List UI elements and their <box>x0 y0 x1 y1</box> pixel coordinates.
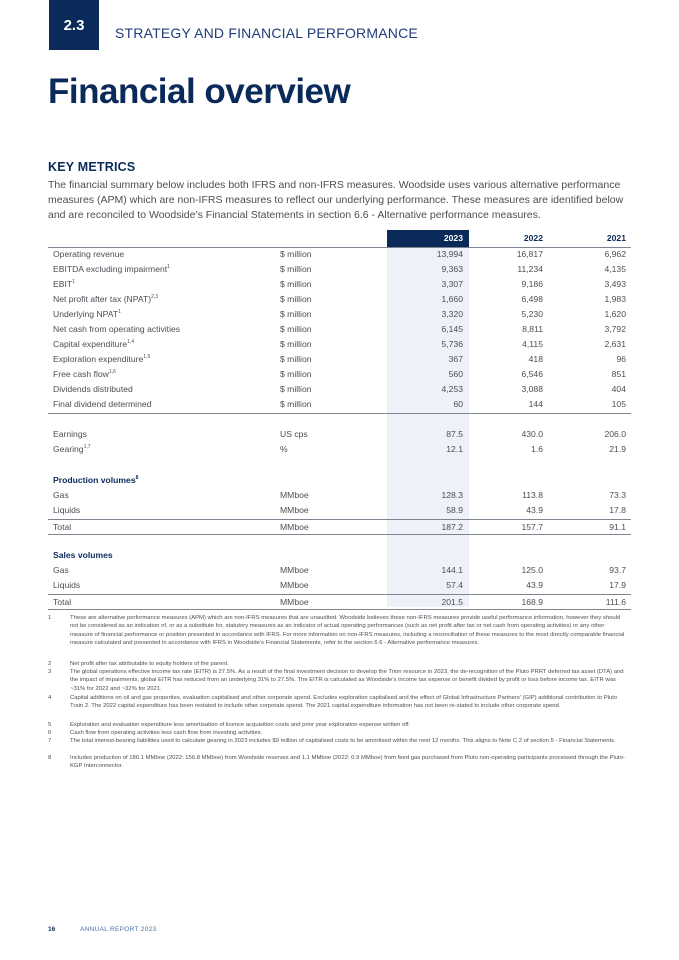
column-header-2023: 2023 <box>443 233 463 243</box>
cell-value: 2,631 <box>604 339 626 349</box>
cell-value: 96 <box>616 354 626 364</box>
row-unit: $ million <box>280 384 312 394</box>
row-label-text: Exploration expenditure <box>53 354 144 364</box>
cell-value: 6,145 <box>441 324 463 334</box>
footnote-ref: 1,4 <box>127 339 135 345</box>
row-label-text: Total <box>53 597 72 607</box>
cell-value: 3,792 <box>604 324 626 334</box>
cell-value: 4,135 <box>604 264 626 274</box>
row-label-text: Capital expenditure <box>53 339 128 349</box>
row-label <box>53 427 87 442</box>
table-row <box>48 367 631 382</box>
row-label <box>53 442 91 457</box>
row-label <box>53 488 69 503</box>
cell-value: 851 <box>611 369 626 379</box>
cell-value: 1,983 <box>604 294 626 304</box>
row-label <box>53 397 151 412</box>
row-unit: $ million <box>280 324 312 334</box>
footnote-number: 5 <box>48 722 52 728</box>
table-rule <box>48 413 631 414</box>
row-label-text: Liquids <box>53 505 81 515</box>
cell-value: 560 <box>448 369 463 379</box>
table-row <box>48 382 631 397</box>
footnote-number: 1 <box>48 615 52 621</box>
row-unit: $ million <box>280 279 312 289</box>
cell-value: 57.4 <box>446 580 463 590</box>
footnote-number: 7 <box>48 738 52 744</box>
row-unit: $ million <box>280 294 312 304</box>
table-rule <box>48 609 631 610</box>
footnote-ref: 1,7 <box>83 444 91 450</box>
cell-value: 206.0 <box>604 429 626 439</box>
cell-value: 9,186 <box>521 279 543 289</box>
row-label <box>53 352 150 367</box>
table-row <box>48 427 631 442</box>
table-row <box>48 520 631 535</box>
cell-value: 157.7 <box>521 522 543 532</box>
footnote-text: Exploration and evaluation expenditure less amortisation of licence acquisition costs and prior year exploration expense written off. <box>70 722 411 728</box>
cell-value: 3,320 <box>441 309 463 319</box>
cell-value: 21.9 <box>609 444 626 454</box>
cell-value: 4,253 <box>441 384 463 394</box>
table-row <box>48 578 631 593</box>
row-label-text: Gas <box>53 490 69 500</box>
page-number: 16 <box>48 926 56 933</box>
footnote-text: The global operations effective income tax rate (EITR) is 27.5%. As a result of the final investment decision to develop the Trion resource in 2023, the de-recognition of the Pluto PRRT deferred tax asset (DTA) and the impact of impairments, global EITR has reduced from an underlying 31% to 27.5%. The EITR is calculated as Woodside’s income tax expense or benefit divided by profit or loss before income tax. EITR was ~31% for 2022 and ~32% for 2021. <box>70 669 624 692</box>
table-row <box>48 262 631 277</box>
row-unit: $ million <box>280 264 312 274</box>
cell-value: 3,088 <box>521 384 543 394</box>
row-unit: $ million <box>280 309 312 319</box>
row-unit: MMboe <box>280 580 309 590</box>
footnote-ref: 2,3 <box>151 294 159 300</box>
table-row <box>48 352 631 367</box>
footnote-number: 3 <box>48 669 52 675</box>
table-row <box>48 307 631 322</box>
footnote-ref: 1 <box>167 264 170 270</box>
row-label-text: Liquids <box>53 580 81 590</box>
section-heading-text: Production volumes <box>53 475 136 485</box>
row-label-text: Net profit after tax (NPAT) <box>53 294 152 304</box>
footnote-text: Net profit after tax attributable to equity holders of the parent. <box>70 661 229 667</box>
cell-value: 144 <box>528 399 543 409</box>
cell-value: 5,230 <box>521 309 543 319</box>
row-label-text: Earnings <box>53 429 87 439</box>
cell-value: 201.5 <box>441 597 463 607</box>
row-unit: $ million <box>280 354 312 364</box>
row-unit: MMboe <box>280 522 309 532</box>
row-label <box>53 307 121 322</box>
cell-value: 12.1 <box>446 444 463 454</box>
cell-value: 111.6 <box>605 597 626 607</box>
row-unit: MMboe <box>280 505 309 515</box>
cell-value: 60 <box>453 399 463 409</box>
table-row <box>48 503 631 518</box>
cell-value: 6,546 <box>521 369 543 379</box>
row-label <box>53 503 80 518</box>
row-unit: MMboe <box>280 565 309 575</box>
row-unit: US cps <box>280 429 308 439</box>
cell-value: 6,498 <box>521 294 543 304</box>
footnote-number: 2 <box>48 661 52 667</box>
cell-value: 17.9 <box>609 580 626 590</box>
cell-value: 11,234 <box>517 264 543 274</box>
row-label <box>53 578 80 593</box>
table-row <box>48 292 631 307</box>
cell-value: 404 <box>611 384 626 394</box>
row-label <box>53 563 69 578</box>
row-label-text: Gearing <box>53 444 84 454</box>
cell-value: 1.6 <box>531 444 543 454</box>
section-heading-text: Sales volumes <box>53 550 113 560</box>
cell-value: 16,817 <box>516 249 543 259</box>
cell-value: 9,363 <box>441 264 463 274</box>
cell-value: 418 <box>528 354 543 364</box>
footnote-ref: 1 <box>72 279 75 285</box>
footnote-number: 6 <box>48 730 52 736</box>
row-label-text: Dividends distributed <box>53 384 133 394</box>
section-heading-row <box>48 548 631 563</box>
row-unit: $ million <box>280 249 312 259</box>
cell-value: 367 <box>448 354 463 364</box>
cell-value: 73.3 <box>609 490 626 500</box>
column-header-2021: 2021 <box>606 233 626 243</box>
footnote-text: These are alternative performance measures (APM) which are non-IFRS measures that are unaudited. Woodside believes these non-IFRS measures provide useful performance information, however they should not be considered as an indication of, or as a substitute for, statutory measures as an indicator of actual operating performances (such as net profit after tax or net cash from operating activities) or any other measure of financial performance or position presented in accordance with IFRS. For more information on non-IFRS measures, including a reconciliation of these measures to the most directly comparable financial measure calculated and presented in accordance with IFRS in Woodside’s Financial Statements, refer to the section 6.6 - Alternative performance measures. <box>70 615 625 646</box>
key-metrics-intro: The financial summary below includes both IFRS and non-IFRS measures. Woodside uses various alternative performance measures (APM) which are non-IFRS measures to reflect our underlying performance. These measures are identified below and are reconciled to Woodside’s Financial Statements in section 6.6 - Alternative performance measures. <box>48 179 624 221</box>
footnote-ref: 1 <box>118 309 121 315</box>
cell-value: 91.1 <box>609 522 626 532</box>
table-row <box>48 337 631 352</box>
row-label <box>53 292 158 307</box>
row-label-text: Gas <box>53 565 69 575</box>
table-row <box>48 397 631 412</box>
row-label-text: Final dividend determined <box>53 399 152 409</box>
cell-value: 144.1 <box>441 565 463 575</box>
cell-value: 4,115 <box>522 339 543 349</box>
row-label-text: EBITDA excluding impairment <box>53 264 168 274</box>
cell-value: 128.3 <box>441 490 463 500</box>
cell-value: 43.9 <box>526 505 543 515</box>
cell-value: 93.7 <box>609 565 626 575</box>
footnote-text: Cash flow from operating activities less cash flow from investing activities. <box>70 730 263 736</box>
cell-value: 8,811 <box>522 324 543 334</box>
footnote-text: Includes production of 186.1 MMboe (2022: 156.8 MMboe) from Woodside reserves and 1.1 MMboe (2022: 0.9 MMboe) from feed gas purchased from Pluto non-operating participants processed through the Pluto-KGP Interconnector. <box>70 755 625 770</box>
row-unit: $ million <box>280 399 312 409</box>
cell-value: 3,493 <box>604 279 626 289</box>
cell-value: 430.0 <box>521 429 543 439</box>
footnote-text: The total interest-bearing liabilities used to calculate gearing in 2023 includes $9 million of capitalised costs to be amortised within the next 12 months. This aligns to Note C.2 of section 5 - Financial Statements. <box>70 738 616 744</box>
column-header-2022: 2022 <box>523 233 543 243</box>
cell-value: 6,962 <box>604 249 626 259</box>
footnote-ref: 1,6 <box>108 369 116 375</box>
cell-value: 3,307 <box>441 279 463 289</box>
row-label <box>53 595 71 610</box>
row-label <box>53 337 134 352</box>
footnote-number: 8 <box>48 755 52 761</box>
section-heading <box>53 473 138 488</box>
table-row <box>48 322 631 337</box>
table-row <box>48 595 631 610</box>
cell-value: 13,994 <box>436 249 463 259</box>
row-unit: MMboe <box>280 597 309 607</box>
row-unit: $ million <box>280 339 312 349</box>
row-label-text: EBIT <box>53 279 73 289</box>
section-heading <box>53 548 113 563</box>
footnote-number: 4 <box>48 695 52 701</box>
cell-value: 43.9 <box>526 580 543 590</box>
cell-value: 87.5 <box>446 429 463 439</box>
row-unit: MMboe <box>280 490 309 500</box>
row-label-text: Net cash from operating activities <box>53 324 181 334</box>
cell-value: 187.2 <box>441 522 463 532</box>
table-row <box>48 488 631 503</box>
cell-value: 105 <box>611 399 626 409</box>
table-row <box>48 247 631 262</box>
cell-value: 1,620 <box>604 309 626 319</box>
table-row <box>48 442 631 457</box>
table-header-row <box>48 231 631 246</box>
table-row <box>48 277 631 292</box>
cell-value: 58.9 <box>446 505 463 515</box>
row-label <box>53 520 71 535</box>
key-metrics-heading: KEY METRICS <box>48 160 136 174</box>
row-label-text: Underlying NPAT <box>53 309 119 319</box>
table-row <box>48 563 631 578</box>
footnote-text: Capital additions on oil and gas properties, evaluation capitalised and other corporate spend. Excludes exploration capitalised and the effect of Global Infrastructure Partners’ (GIP) additional contribution to Pluto Train 2. The 2022 capital expenditure has been restated to include other corporate spend. The 2021 capital expenditure information has not been re-stated to include other corporate spend. <box>70 695 618 710</box>
cell-value: 17.8 <box>609 505 626 515</box>
row-label <box>53 367 116 382</box>
row-unit: $ million <box>280 369 312 379</box>
row-unit: % <box>280 444 288 454</box>
row-label <box>53 247 124 262</box>
cell-value: 168.9 <box>521 597 543 607</box>
section-title: STRATEGY AND FINANCIAL PERFORMANCE <box>115 25 418 41</box>
row-label <box>53 262 170 277</box>
row-label <box>53 277 75 292</box>
table-rule <box>48 534 631 535</box>
row-label <box>53 382 133 397</box>
footnote-ref: 8 <box>135 475 139 481</box>
report-name: ANNUAL REPORT 2023 <box>80 926 157 933</box>
page-title: Financial overview <box>48 72 351 111</box>
section-number-tab: 2.3 <box>49 0 99 50</box>
row-label-text: Free cash flow <box>53 369 109 379</box>
row-label-text: Total <box>53 522 72 532</box>
row-label <box>53 322 180 337</box>
cell-value: 5,736 <box>441 339 463 349</box>
cell-value: 1,660 <box>441 294 463 304</box>
row-label-text: Operating revenue <box>53 249 125 259</box>
cell-value: 125.0 <box>521 565 543 575</box>
section-heading-row <box>48 473 631 488</box>
footnote-ref: 1,5 <box>143 354 151 360</box>
cell-value: 113.8 <box>522 490 543 500</box>
